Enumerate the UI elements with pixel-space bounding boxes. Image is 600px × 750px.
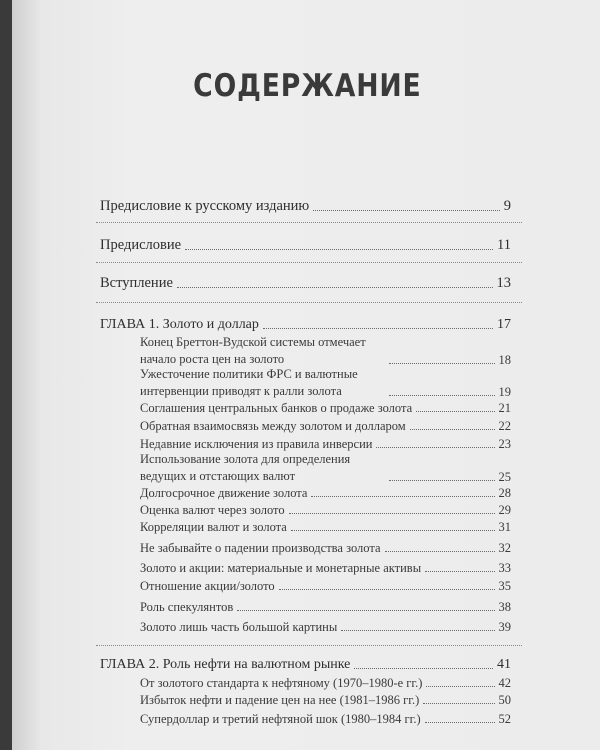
toc-entry-label: Золото и акции: материальные и монетарные активы (140, 561, 422, 575)
section-divider (96, 645, 522, 646)
toc-page-number: 13 (496, 275, 511, 291)
toc-entry-long-term-movement[interactable] (140, 486, 511, 501)
toc-page-number: 19 (498, 385, 511, 399)
leader-dots (389, 395, 495, 396)
toc-chapter-1[interactable] (100, 317, 511, 333)
toc-page-number: 38 (498, 600, 511, 614)
leader-dots (389, 363, 495, 364)
toc-entry-label: Ужесточение политики ФРС и валютные интервенции приводят к ралли золота (140, 367, 358, 398)
toc-page-number: 52 (498, 712, 511, 726)
leader-dots (416, 411, 494, 412)
leader-dots (289, 513, 495, 514)
toc-entry-fed-policy[interactable] (140, 366, 511, 400)
leader-dots (385, 551, 495, 552)
leader-dots (177, 287, 493, 288)
toc-page-number: 23 (498, 437, 511, 451)
leader-dots (426, 686, 494, 687)
toc-entry-recent-exceptions[interactable] (140, 437, 511, 452)
toc-entry-label: Долгосрочное движение золота (140, 486, 308, 500)
toc-entry-preface-russian[interactable] (100, 198, 511, 215)
toc-page-number: 33 (498, 561, 511, 575)
section-divider (96, 302, 522, 303)
toc-entry-label: Золото лишь часть большой картины (140, 620, 338, 634)
toc-entry-introduction[interactable] (100, 275, 511, 292)
toc-page-number: 29 (498, 503, 511, 517)
toc-entry-label: Конец Бреттон-Вудской системы отмечает начало роста цен на золото (140, 335, 366, 366)
leader-dots (354, 668, 493, 669)
leader-dots (279, 589, 495, 590)
toc-entry-bigger-picture[interactable] (140, 620, 511, 635)
toc-entry-gold-to-oil-standard[interactable] (140, 676, 511, 691)
chapter-title: ГЛАВА 1. Золото и доллар (100, 317, 259, 332)
leader-dots (311, 496, 494, 497)
leader-dots (376, 447, 494, 448)
toc-entry-label: Предисловие к русскому изданию (100, 198, 310, 214)
toc-entry-label: Супердоллар и третий нефтяной шок (1980–1984 гг.) (140, 712, 421, 726)
toc-entry-correlations[interactable] (140, 520, 511, 535)
leader-dots (237, 610, 494, 611)
toc-entry-bretton-woods[interactable] (140, 334, 511, 368)
toc-entry-stocks-gold-ratio[interactable] (140, 579, 511, 594)
toc-page-number: 32 (498, 541, 511, 555)
toc-page-number: 11 (497, 237, 511, 253)
leader-dots (423, 703, 494, 704)
leader-dots (389, 480, 495, 481)
book-page (12, 0, 600, 750)
toc-page-number: 35 (498, 579, 511, 593)
toc-page-number: 25 (498, 470, 511, 484)
toc-page-number: 18 (498, 353, 511, 367)
toc-entry-oil-glut[interactable] (140, 693, 511, 708)
leader-dots (185, 249, 493, 250)
toc-entry-label: Предисловие (100, 237, 182, 253)
section-divider (96, 262, 522, 263)
toc-entry-label: Недавние исключения из правила инверсии (140, 437, 373, 451)
toc-entry-leading-lagging[interactable] (140, 451, 511, 485)
toc-entry-central-bank-agreements[interactable] (140, 401, 511, 416)
toc-entry-label: Роль спекулянтов (140, 600, 234, 614)
toc-entry-inverse-relationship[interactable] (140, 419, 511, 434)
toc-page-number: 42 (498, 676, 511, 690)
toc-entry-label: Вступление (100, 275, 173, 291)
leader-dots (263, 328, 493, 329)
table-of-contents (12, 0, 600, 750)
toc-page-number: 22 (498, 419, 511, 433)
section-divider (96, 222, 522, 223)
toc-entry-preface[interactable] (100, 237, 511, 254)
toc-page-number: 41 (497, 657, 511, 672)
toc-entry-label: От золотого стандарта к нефтяному (1970–1980-е гг.) (140, 676, 423, 690)
toc-entry-label: Отношение акции/золото (140, 579, 275, 593)
toc-entry-label: Использование золота для определения ведущих и отстающих валют (140, 452, 351, 483)
leader-dots (291, 530, 495, 531)
toc-page-number: 17 (497, 317, 511, 332)
toc-entry-speculators[interactable] (140, 600, 511, 615)
toc-entry-valuation[interactable] (140, 503, 511, 518)
toc-entry-label: Избыток нефти и падение цен на нее (1981–1986 гг.) (140, 693, 420, 707)
toc-page-number: 28 (498, 486, 511, 500)
page-title: СОДЕРЖАНИЕ (193, 68, 422, 104)
leader-dots (313, 210, 499, 211)
leader-dots (410, 429, 495, 430)
toc-entry-gold-and-stocks[interactable] (140, 561, 511, 576)
toc-chapter-2[interactable] (100, 657, 511, 673)
toc-entry-label: Обратная взаимосвязь между золотом и долларом (140, 419, 406, 433)
toc-entry-production-decline[interactable] (140, 541, 511, 556)
leader-dots (425, 722, 495, 723)
toc-page-number: 9 (503, 198, 511, 214)
leader-dots (341, 630, 494, 631)
toc-entry-label: Корреляции валют и золота (140, 520, 287, 534)
toc-page-number: 50 (498, 693, 511, 707)
toc-entry-superdollar[interactable] (140, 712, 511, 727)
toc-page-number: 39 (498, 620, 511, 634)
leader-dots (425, 571, 494, 572)
toc-entry-label: Соглашения центральных банков о продаже золота (140, 401, 413, 415)
chapter-title: ГЛАВА 2. Роль нефти на валютном рынке (100, 657, 351, 672)
toc-page-number: 31 (498, 520, 511, 534)
toc-page-number: 21 (498, 401, 511, 415)
toc-entry-label: Не забывайте о падении производства золота (140, 541, 381, 555)
toc-entry-label: Оценка валют через золото (140, 503, 285, 517)
